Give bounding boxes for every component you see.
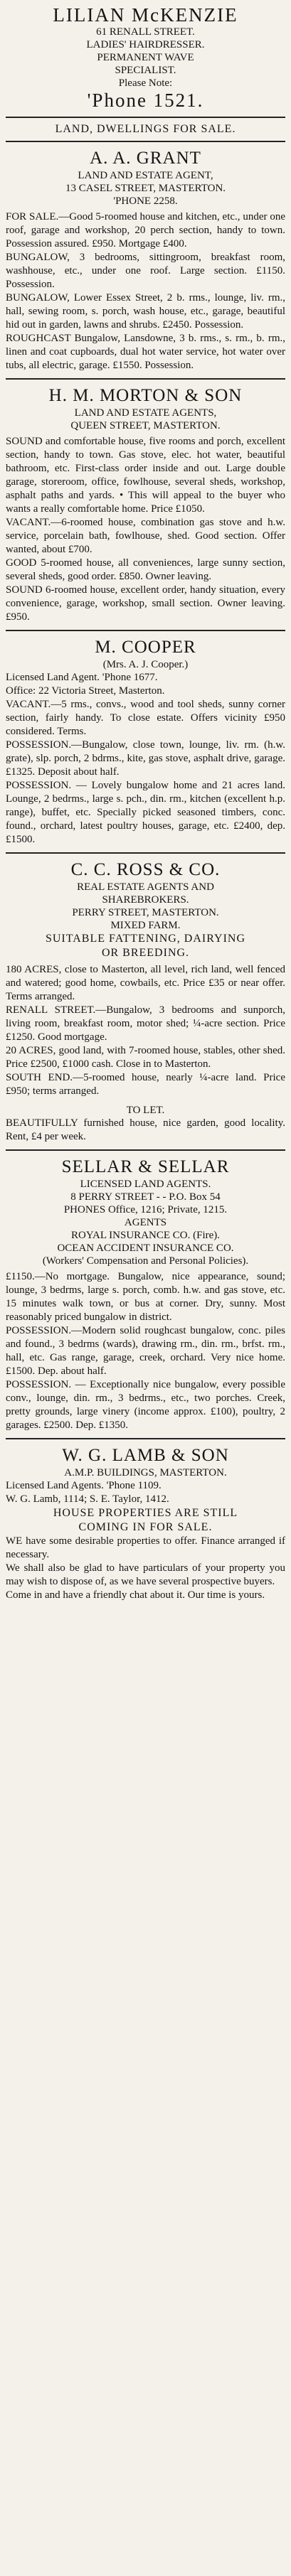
morton-line-1: LAND AND ESTATE AGENTS, xyxy=(74,407,217,419)
sellar-line-1: LICENSED LAND AGENTS. xyxy=(80,1179,211,1190)
ross-line-1: REAL ESTATE AGENTS AND xyxy=(77,881,214,893)
cooper-line-2: Licensed Land Agent. 'Phone 1677. xyxy=(6,672,158,683)
lamb-listing: Come in and have a friendly chat about it. Our time is yours. xyxy=(6,1589,265,1601)
cooper-listing: POSSESSION. — Lovely bungalow home and 21 acres land. Lounge, 2 bedrms., large s. pch., din. rm., kitchen (excellent h.p. range), buffet, etc. Specially picked seasoned timbers, conc. found., orchard, latest poultry houses, garage, etc. £2400, dep. £1500. xyxy=(6,780,285,845)
grant-listing: BUNGALOW, Lower Essex Street, 2 b. rms., lounge, liv. rm., hall, sewing room, s. porch, wash house, etc., garage, beautiful hid out in garden, lawns and shrubs. £2450. Possession. xyxy=(6,292,285,331)
morton-listing: GOOD 5-roomed house, all conveniences, large sunny section, several sheds, good order. £850. Owner leaving. xyxy=(6,557,285,582)
lamb-line-1: A.M.P. BUILDINGS, MASTERTON. xyxy=(64,1467,227,1478)
grant-line-1: LAND AND ESTATE AGENT, xyxy=(78,170,213,181)
grant-listing: BUNGALOW, 3 bedrooms, sittingroom, breakfast room, washhouse, etc., under one roof. Large section. £1150. Possession. xyxy=(6,252,285,290)
sellar-listing: POSSESSION.—Modern solid roughcast bungalow, conc. piles and found., 3 bedrms (wards), drawing rm., din. rm., brfst. rm., hall, etc. Gas range, garage, creek, orchard. Very nice home. £1500. Dep. about half. xyxy=(6,1325,285,1377)
ross-heading-2: OR BREEDING. xyxy=(101,947,190,959)
mckenzie-line-2: PERMANENT WAVE xyxy=(97,52,194,63)
morton-name: H. M. MORTON & SON xyxy=(48,386,243,405)
ross-listing: 20 ACRES, good land, with 7-roomed house, stables, other shed. Price £2500, £1000 cash. Close in to Masterton. xyxy=(6,1045,285,1070)
sellar-ad xyxy=(6,1151,285,1432)
ross-to-let-text: BEAUTIFULLY furnished house, nice garden, good locality. Rent, £4 per week. xyxy=(6,1117,285,1142)
grant-name: A. A. GRANT xyxy=(90,149,201,168)
ross-heading-1: SUITABLE FATTENING, DAIRYING xyxy=(45,933,246,945)
cooper-listing: POSSESSION.—Bungalow, close town, lounge, liv. rm. (h.w. grate), slp. porch, 2 bdrms., kite, gas stove, asphalt drive, garage. £1325. Deposit about half. xyxy=(6,739,285,778)
lamb-listing: We shall also be glad to have particulars of your property you may wish to dispose of, as we have several prospective buyers. xyxy=(6,1562,285,1587)
grant-line-2: 13 CASEL STREET, MASTERTON. xyxy=(65,183,226,194)
lamb-listing: WE have some desirable properties to offer. Finance arranged if necessary. xyxy=(6,1535,285,1560)
morton-listing: SOUND 6-roomed house, excellent order, handy situation, every convenience, garage, workshop, small section. Owner leaving. £950. xyxy=(6,584,285,623)
sellar-name: SELLAR & SELLAR xyxy=(61,1157,230,1176)
cooper-line-1: (Mrs. A. J. Cooper.) xyxy=(102,659,189,670)
sellar-line-5: ROYAL INSURANCE CO. (Fire). xyxy=(70,1230,221,1241)
ross-listing: 180 ACRES, close to Masterton, all level, rich land, well fenced and watered; good home, cowbails, etc. Price £35 or near offer. Terms arranged. xyxy=(6,964,285,1002)
sellar-line-6: OCEAN ACCIDENT INSURANCE CO. xyxy=(57,1243,234,1254)
lamb-line-3: W. G. Lamb, 1114; S. E. Taylor, 1412. xyxy=(6,1493,169,1505)
newspaper-column xyxy=(6,0,285,1602)
mckenzie-line-4: Please Note: xyxy=(118,77,173,89)
ross-name: C. C. ROSS & CO. xyxy=(70,860,221,879)
ross-listing: SOUTH END.—5-roomed house, nearly ¼-acre land. Price £950; terms arranged. xyxy=(6,1072,285,1097)
ross-to-let-title: TO LET. xyxy=(126,1105,165,1116)
sellar-listing: £1150.—No mortgage. Bungalow, nice appearance, sound; lounge, 3 bedrms, large s. porch, comb. h.w. and gas stove, etc. 15 minutes walk town, or bus at corner. Dry, sunny. Most reasonably priced bungalow in district. xyxy=(6,1271,285,1323)
mckenzie-name: LILIAN McKENZIE xyxy=(53,4,238,26)
ross-line-3: PERRY STREET, MASTERTON. xyxy=(72,907,219,918)
sellar-listing: POSSESSION. — Exceptionally nice bungalow, every possible conv., lounge, din. rm., 3 bedrms., etc., two porches. Creek, pretty grounds, large vinery (income approx. £100), poultry, 2 garages. £2500. Dep. £1350. xyxy=(6,1379,285,1431)
morton-ad xyxy=(6,380,285,624)
lamb-line-2: Licensed Land Agents. 'Phone 1109. xyxy=(6,1480,162,1491)
cooper-ad xyxy=(6,631,285,847)
lamb-name: W. G. LAMB & SON xyxy=(62,1446,229,1465)
mckenzie-phone: 'Phone 1521. xyxy=(87,90,204,111)
ross-ad xyxy=(6,854,285,1144)
lamb-ad xyxy=(6,1439,285,1602)
mckenzie-line-1: LADIES' HAIRDRESSER. xyxy=(86,39,205,50)
cooper-listing: VACANT.—5 rms., convs., wood and tool sheds, sunny corner section, fairly handy. To close estate. Offers vicinity £950 considered. Terms. xyxy=(6,699,285,737)
sellar-line-2: 8 PERRY STREET - - P.O. Box 54 xyxy=(70,1191,221,1203)
sellar-line-4: AGENTS xyxy=(124,1217,167,1228)
lamb-heading-1: HOUSE PROPERTIES ARE STILL xyxy=(53,1507,238,1519)
grant-listing: ROUGHCAST Bungalow, Lansdowne, 3 b. rms., s. rm., b. rm., linen and coat cupboards, dual hot water service, hot water over tubs, all electric, garage. £1550. Possession. xyxy=(6,333,285,371)
mckenzie-address: 61 RENALL STREET. xyxy=(96,26,195,38)
morton-line-2: QUEEN STREET, MASTERTON. xyxy=(70,420,221,431)
lamb-heading-2: COMING IN FOR SALE. xyxy=(78,1521,213,1533)
morton-listing: SOUND and comfortable house, five rooms and porch, excellent section, handy to town. Gas stove, elec. hot water, beautiful bathroom, etc. First-class order inside and out. Large double garage, storeroom, office, fowlhouse, several sheds, workshop, asphalt paths and yards. • This will appeal to the buyer who wants a really comfortable home. Price £1050. xyxy=(6,436,285,515)
grant-ad xyxy=(6,142,285,372)
grant-listing: FOR SALE.—Good 5-roomed house and kitchen, etc., under one roof, garage and workshop, 20 perch section, handy to town. Possession assured. £950. Mortgage £400. xyxy=(6,211,285,249)
section-heading: LAND, DWELLINGS FOR SALE. xyxy=(55,123,236,135)
ross-line-4: MIXED FARM. xyxy=(110,920,181,931)
mckenzie-line-3: SPECIALIST. xyxy=(115,65,176,76)
morton-listing: VACANT.—6-roomed house, combination gas stove and h.w. service, porcelain bath, fowlhouse, shed. Good section. Offer wanted, about £700. xyxy=(6,517,285,555)
sellar-line-3: PHONES Office, 1216; Private, 1215. xyxy=(63,1204,228,1215)
mckenzie-ad xyxy=(6,0,285,111)
cooper-line-3: Office: 22 Victoria Street, Masterton. xyxy=(6,685,165,697)
ross-line-2: SHAREBROKERS. xyxy=(102,894,189,906)
sellar-line-7: (Workers' Compensation and Personal Policies). xyxy=(42,1255,249,1267)
cooper-name: M. COOPER xyxy=(95,638,196,657)
grant-line-3: 'PHONE 2258. xyxy=(113,195,178,207)
ross-listing: RENALL STREET.—Bungalow, 3 bedrooms and sunporch, living room, breakfast room, motor shed; ¼-acre section. Price £1250. Good mortgage. xyxy=(6,1004,285,1043)
